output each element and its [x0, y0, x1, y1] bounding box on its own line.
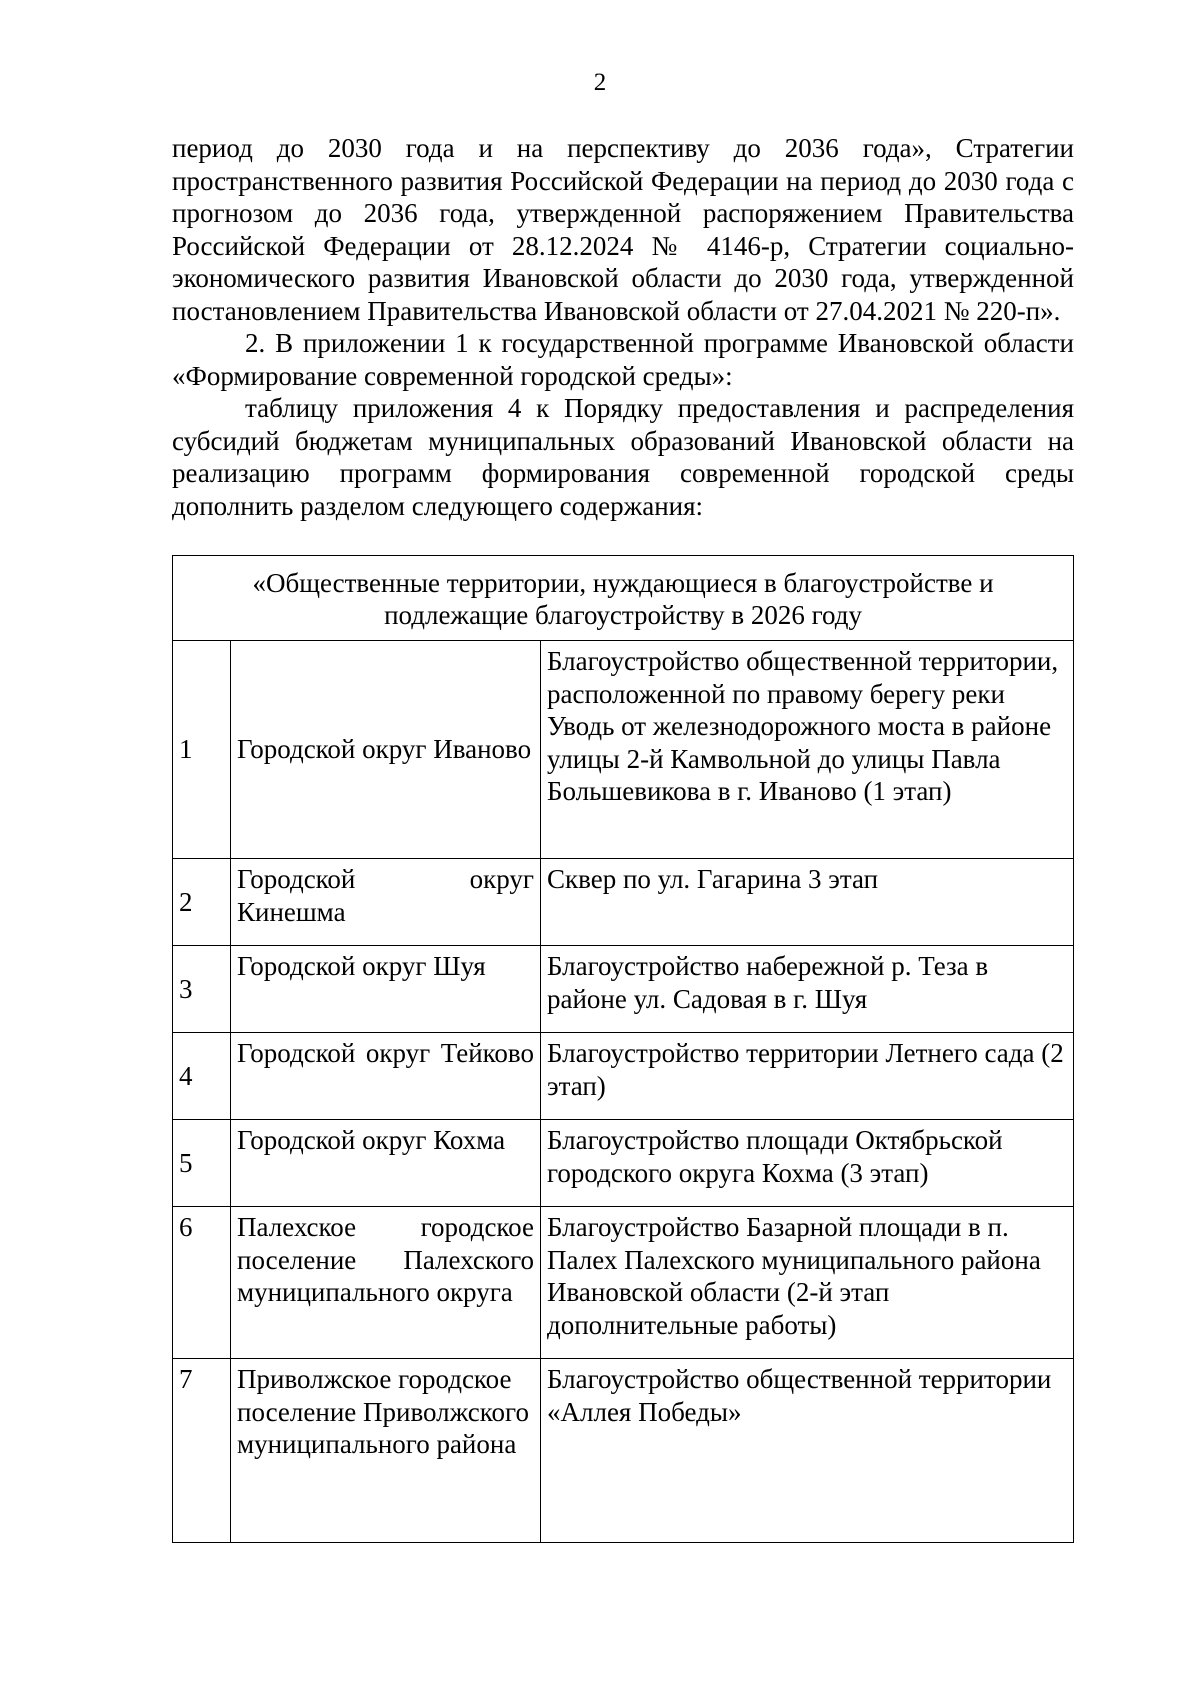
table-caption: «Общественные территории, нуждающиеся в благоустройстве и подлежащие благоустройству в 2026 году	[173, 556, 1074, 641]
paragraph-item-2: 2. В приложении 1 к государственной программе Ивановской области «Формирование современной городской среды»:	[172, 328, 1074, 391]
table-row	[173, 1359, 1074, 1543]
row-number: 2	[173, 859, 231, 946]
object-cell: Благоустройство набережной р. Теза в районе ул. Садовая в г. Шуя	[541, 946, 1074, 1033]
table-row	[173, 946, 1074, 1033]
municipality-cell: Городской округ Тейково	[231, 1033, 541, 1120]
row-number: 5	[173, 1120, 231, 1207]
row-number: 6	[173, 1207, 231, 1359]
municipality-cell: Палехское городское поселение Палехского муниципального округа	[231, 1207, 541, 1359]
object-cell: Благоустройство Базарной площади в п. Палех Палехского муниципального района Ивановской области (2-й этап дополнительные работы)	[541, 1207, 1074, 1359]
body-text	[172, 132, 1074, 522]
table-row	[173, 641, 1074, 859]
page-number: 2	[593, 69, 607, 96]
municipality-cell: Городской округ Кинешма	[231, 859, 541, 946]
row-number: 7	[173, 1359, 231, 1543]
municipality-name: Городской округ Иваново	[237, 734, 532, 765]
object-cell: Сквер по ул. Гагарина 3 этап	[541, 859, 1074, 946]
table-row	[173, 1033, 1074, 1120]
table-caption-row	[173, 556, 1074, 641]
municipality-cell	[231, 641, 541, 859]
municipality-cell: Приволжское городское поселение Приволжского муниципального района	[231, 1359, 541, 1543]
object-cell: Благоустройство территории Летнего сада (2 этап)	[541, 1033, 1074, 1120]
table-row	[173, 859, 1074, 946]
object-cell: Благоустройство общественной территории «Аллея Победы»	[541, 1359, 1074, 1543]
object-cell: Благоустройство площади Октябрьской городского округа Кохма (3 этап)	[541, 1120, 1074, 1207]
table-row	[173, 1207, 1074, 1359]
object-cell: Благоустройство общественной территории, расположенной по правому берегу реки Уводь от железнодорожного моста в районе улицы 2-й Камвольной до улицы Павла Большевикова в г. Иваново (1 этап)	[541, 641, 1074, 859]
row-number: 1	[173, 641, 231, 859]
paragraph-continuation: период до 2030 года и на перспективу до 2036 года», Стратегии пространственного развития Российской Федерации на период до 2030 года с прогнозом до 2036 года, утвержденной распоряжением Правительства Российской Федерации от 28.12.2024 № 4146-р, Стратегии социально-экономического развития Ивановской области до 2030 года, утвержденной постановлением Правительства Ивановской области от 27.04.2021 № 220-п».	[172, 133, 1074, 326]
row-number: 4	[173, 1033, 231, 1120]
municipality-cell: Городской округ Шуя	[231, 946, 541, 1033]
row-number: 3	[173, 946, 231, 1033]
table-row	[173, 1120, 1074, 1207]
paragraph-table-intro: таблицу приложения 4 к Порядку предоставления и распределения субсидий бюджетам муниципальных образований Ивановской области на реализацию программ формирования современной городской среды дополнить разделом следующего содержания:	[172, 393, 1074, 521]
municipality-cell: Городской округ Кохма	[231, 1120, 541, 1207]
territories-table	[172, 555, 1074, 1543]
